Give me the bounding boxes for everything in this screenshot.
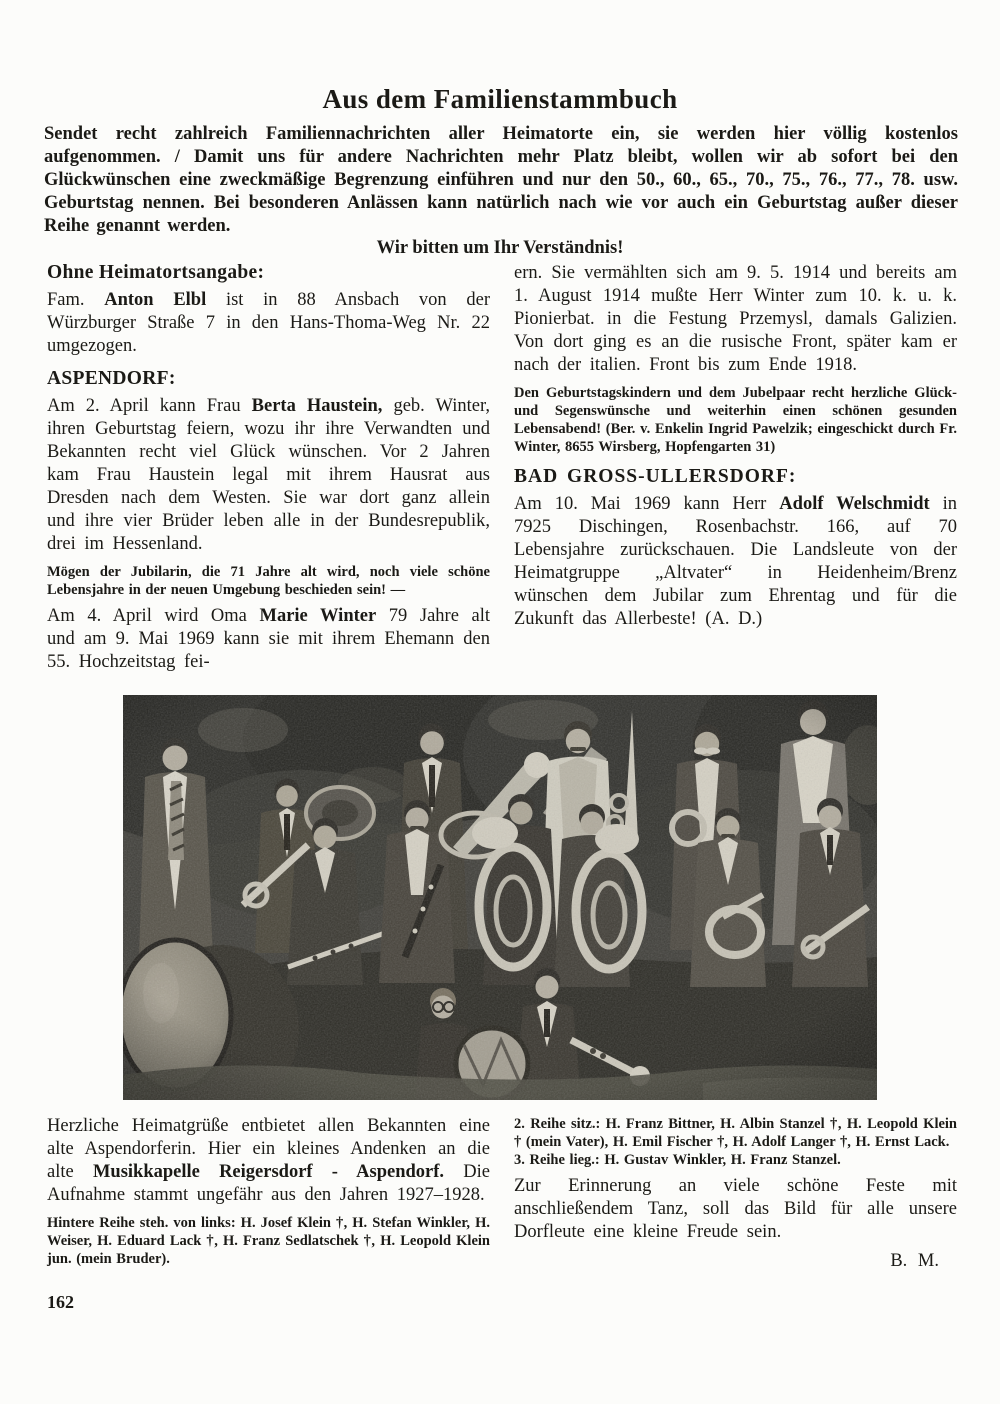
photo-grain: [123, 695, 877, 1100]
paragraph-welschmidt-name: Adolf Welschmidt: [779, 494, 930, 514]
paragraph-welschmidt-text: Am 10. Mai 1969 kann Herr: [514, 494, 780, 514]
note-jubilarin: Mögen der Jubilarin, die 71 Jahre alt wird, noch viele schöne Lebensjahre in der neuen Umgebung beschieden sein! —: [47, 564, 490, 598]
paragraph-winter-text: Am 4. April wird Oma: [47, 606, 260, 626]
paragraph-haustein-name: Berta Haustein,: [251, 396, 383, 416]
paragraph-greeting: [47, 1115, 490, 1207]
paragraph-greeting-band-name: Musikkapelle Reigersdorf - Aspendorf.: [92, 1162, 445, 1182]
bottom-right-block: [514, 1115, 957, 1272]
note-congratulations: Den Geburtstagskindern und dem Jubelpaar recht herzliche Glück- und Segenswünsche und weiterhin einen schönen gesunden Lebensabend! (Ber. v. Enkelin Ingrid Pawelzik; eingeschickt durch Fr. Winter, 8655 Wirsberg, Hopfengarten 31): [514, 385, 957, 455]
band-photo-illustration: [123, 695, 877, 1100]
left-column: [47, 262, 490, 681]
paragraph-greeting-text: Herzliche Heimatgrüße entbietet allen Bekannten eine alte Aspendorferin. Hier ein kleines Andenken an die alte: [47, 1116, 490, 1182]
caption-third-row: 3. Reihe lieg.: H. Gustav Winkler, H. Franz Stanzel.: [514, 1152, 841, 1168]
paragraph-haustein-text: Am 2. April kann Frau: [47, 396, 252, 416]
heading-bad-gross-ullersdorf: BAD GROSS-ULLERSDORF:: [514, 466, 797, 487]
paragraph-elbl-rest: ist in 88 Ansbach von der Würzburger Straße 7 in den Hans-Thoma-Weg Nr. 22 umgezogen.: [47, 290, 491, 356]
intro-closing-line: Wir bitten um Ihr Verständnis!: [376, 238, 624, 258]
right-column: [514, 262, 957, 638]
heading-aspendorf: ASPENDORF:: [47, 368, 176, 389]
paragraph-winter: [47, 605, 490, 674]
bottom-left-block: [47, 1115, 490, 1274]
paragraph-greeting-rest: Die Aufnahme stammt ungefähr aus den Jahren 1927–1928.: [47, 1162, 491, 1205]
paragraph-elbl-name: Anton Elbl: [104, 290, 207, 310]
paragraph-winter-name: Marie Winter: [259, 606, 377, 626]
paragraph-elbl: [47, 289, 490, 358]
band-photo: [123, 695, 877, 1100]
paragraph-welschmidt: [514, 493, 957, 631]
intro-paragraph: Sendet recht zahlreich Familiennachrichten aller Heimatorte ein, sie werden hier völlig kostenlos aufgenommen. / Damit uns für andere Nachrichten mehr Platz bleibt, wollen wir ab sofort bei den Glückwünschen eine zweckmäßige Begrenzung einführen und nur den 50., 60., 65., 70., 75., 76., 77., 78. usw. Geburtstag nennen. Bei besonderen Anlässen kann natürlich nach wie vor auch ein Geburtstag außer dieser Reihe genannt werden.: [44, 124, 958, 236]
paragraph-winter-rest: 79 Jahre alt und am 9. Mai 1969 kann sie mit ihrem Ehemann den 55. Hochzeitstag fei-: [47, 606, 490, 672]
page-title: Aus dem Familienstammbuch: [322, 84, 678, 114]
page-number: 162: [47, 1292, 74, 1312]
signature-initials: B. M.: [890, 1251, 939, 1271]
paragraph-welschmidt-rest: in 7925 Dischingen, Rosenbachstr. 166, auf 70 Lebensjahre zurückschauen. Die Landsleute von der Heimatgruppe „Altvater“ in Heidenheim/Brenz wünschen dem Jubilar zum Ehrentag und für die Zukunft das Allerbeste! (A. D.): [514, 494, 958, 629]
caption-second-row: 2. Reihe sitz.: H. Franz Bittner, H. Albin Stanzel †, H. Leopold Klein † (mein Vater), H. Emil Fischer †, H. Adolf Langer †, H. Ernst Lack.: [514, 1116, 957, 1150]
paragraph-haustein-rest: geb. Winter, ihren Geburtstag feiern, wozu ihr ihre Verwandten und Bekannten recht viel Glück wünschen. Vor 2 Jahren kam Frau Haustein legal mit ihrem Hausrat aus Dresden nach dem Westen. Sie war dort ganz allein und ihre vier Brüder leben alle in der Bundesrepublik, drei im Hessenland.: [47, 396, 491, 554]
heading-ohne-heimatortsangabe: Ohne Heimatortsangabe:: [47, 262, 265, 283]
paragraph-elbl-text: Fam.: [47, 290, 105, 310]
paragraph-memory: Zur Erinnerung an viele schöne Feste mit anschließendem Tanz, soll das Bild für alle unsere Dorfleute eine kleine Freude sein.: [514, 1176, 957, 1242]
caption-back-row: Hintere Reihe steh. von links: H. Josef Klein †, H. Stefan Winkler, H. Weiser, H. Eduard Lack †, H. Franz Sedlatschek †, H. Leopold Klein jun. (mein Bruder).: [47, 1215, 490, 1267]
paragraph-haustein: [47, 395, 490, 556]
paragraph-winter-continued: ern. Sie vermählten sich am 9. 5. 1914 und bereits am 1. August 1914 mußte Herr Winter zum 10. k. u. k. Pionierbat. in die Festung Przemysl, damals Galizien. Von dort ging es an die rusische Front, später kam er nach der italien. Front bis zum Ende 1918.: [514, 263, 957, 375]
